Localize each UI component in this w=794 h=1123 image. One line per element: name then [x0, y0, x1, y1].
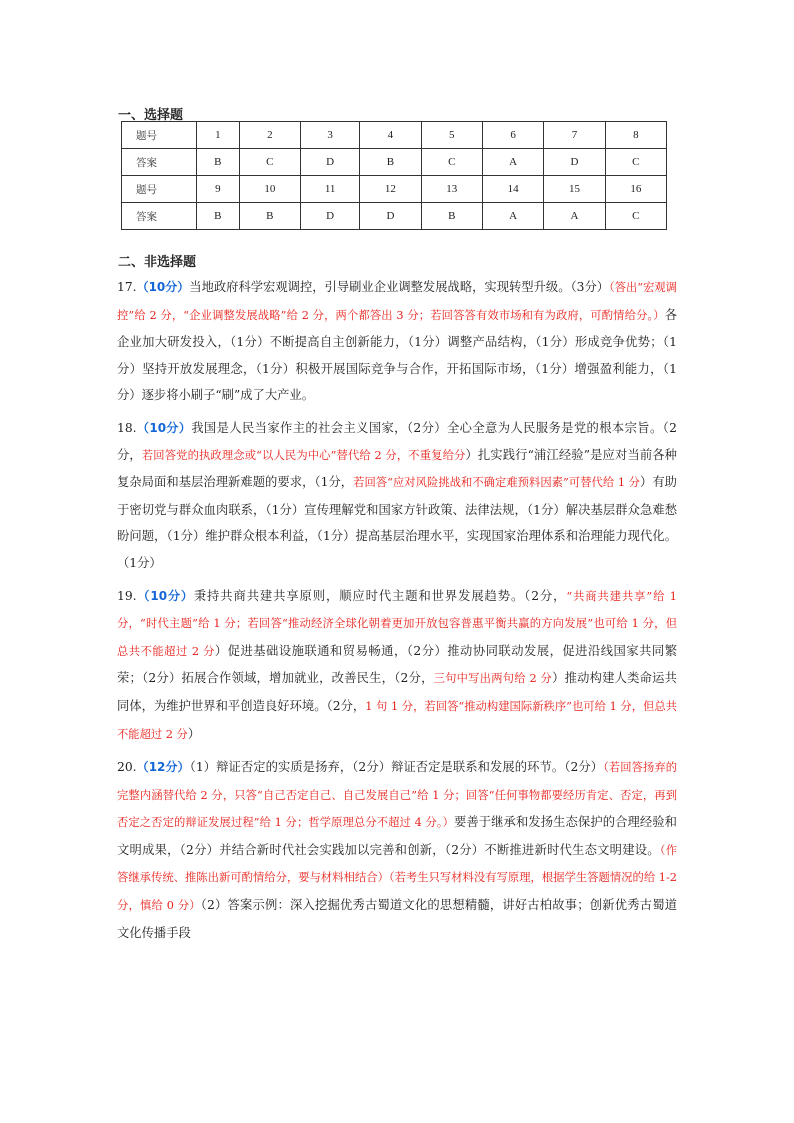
q17-text-1: 当地政府科学宏观调控，引导刷业企业调整发展战略，实现转型升级。（3分） — [189, 280, 610, 294]
q17-score: （10分） — [136, 280, 190, 294]
row-header: 答案 — [122, 203, 197, 230]
section-title-nonchoice: 二、非选择题 — [118, 255, 197, 270]
row-header: 题号 — [122, 176, 197, 203]
q20-number: 20. — [117, 760, 137, 775]
table-cell: 2 — [239, 122, 300, 149]
table-cell: C — [421, 149, 482, 176]
table-cell: 13 — [421, 176, 482, 203]
table-cell: 5 — [421, 122, 482, 149]
question-19 — [117, 583, 677, 749]
q18-scoring-note-2: 若回答“应对风险挑战和不确定难预料因素”可替代给 1 分 — [353, 476, 640, 490]
q20-text-1: （1）辩证否定的实质是扬弃，（2分）辩证否定是联系和发展的环节。（2分） — [189, 760, 604, 775]
q19-text-3: ）推动构建人类命运共同体，为维护世界和平创造良好环境。（2分， — [117, 671, 677, 713]
q18-scoring-note-1: 若回答党的执政理念或“以人民为中心”替代给 2 分，不重复给分 — [141, 448, 466, 462]
table-cell: A — [544, 203, 605, 230]
q18-text-2: ）扎实践行“浦江经验”是应对当前各种复杂局面和基层治理新难题的要求，（1分， — [117, 447, 677, 490]
q17-scoring-note: （答出“宏观调控”给 2 分，“企业调整发展战略”给 2 分，两个都答出 3 分；若回答答有效市场和有为政府，可酌情给分。） — [117, 281, 677, 322]
q19-text-4: ） — [187, 726, 201, 741]
question-18 — [117, 415, 677, 577]
q19-scoring-note-3: 1 句 1 分，若回答“推动构建国际新秩序”也可给 1 分，但总共不能超过 2 分 — [117, 699, 677, 741]
table-cell: D — [300, 149, 359, 176]
table-cell: 7 — [544, 122, 605, 149]
q17-text-2: 各企业加大研发投入，（1分）不断提高自主创新能力，（1分）调整产品结构，（1分）形成竞争优势；（1分）坚持开放发展理念，（1分）积极开展国际竞争与合作，开拓国际市场，（1分）增强盈利能力，（1分）逐步将小刷子“刷”成了大产业。 — [117, 307, 677, 403]
q20-text-3: （2）答案示例：深入挖掘优秀古蜀道文化的思想精髓，讲好古柏故事；创新优秀古蜀道文化传播手段 — [117, 898, 677, 940]
q20-scoring-note-1: （若回答扬弃的完整内涵替代给 2 分，只答“自己否定自己、自己发展自己”给 1 分；回答“任何事物都要经历肯定、否定，再到否定之否定的辩证发展过程”给 1 分；哲学原理总分不超过 4 分。） — [117, 761, 677, 830]
table-cell: 11 — [300, 176, 359, 203]
answers-body — [117, 274, 677, 952]
table-cell: 8 — [605, 122, 666, 149]
table-cell: D — [544, 149, 605, 176]
row-header: 题号 — [122, 122, 197, 149]
table-cell: 4 — [360, 122, 421, 149]
q18-score: （10分） — [136, 420, 192, 435]
table-cell: 10 — [239, 176, 300, 203]
q19-score: （10分） — [136, 588, 194, 603]
table-cell: 1 — [197, 122, 240, 149]
table-row — [122, 122, 667, 149]
table-cell: 15 — [544, 176, 605, 203]
table-cell: B — [239, 203, 300, 230]
table-cell: 3 — [300, 122, 359, 149]
q20-score: （12分） — [136, 760, 190, 775]
table-cell: C — [605, 203, 666, 230]
section-title-choice: 一、选择题 — [118, 108, 184, 123]
q20-scoring-note-2: （作答继承传统、推陈出新可酌情给分，要与材料相结合）（若考生只写材料没有写原理，根据学生答题情况的给 1-2 分，慎给 0 分） — [117, 843, 677, 913]
table-cell: D — [360, 203, 421, 230]
table-cell: C — [605, 149, 666, 176]
q19-text-1: 秉持共商共建共享原则，顺应时代主题和世界发展趋势。（2分， — [193, 588, 567, 603]
choice-answer-table — [121, 121, 667, 230]
q18-text-3: ）有助于密切党与群众血肉联系，（1分）宣传理解党和国家方针政策、法律法规，（1分）解决基层群众急难愁盼问题，（1分）维护群众根本利益，（1分）提高基层治理水平，实现国家治理体系和治理能力现代化。（1分） — [117, 475, 677, 570]
q19-scoring-note-1: “共商共建共享”给 1 分，“时代主题”给 1 分；若回答“推动经济全球化朝着更加开放包容普惠平衡共赢的方向发展”也可给 1 分，但总共不能超过 2 分 — [117, 589, 677, 658]
table-cell: 14 — [482, 176, 543, 203]
q18-number: 18. — [117, 420, 137, 435]
table-cell: B — [197, 149, 240, 176]
table-cell: 16 — [605, 176, 666, 203]
table-cell: 9 — [197, 176, 240, 203]
question-20 — [117, 754, 677, 946]
table-cell: A — [482, 149, 543, 176]
table-cell: B — [197, 203, 240, 230]
table-cell: 6 — [482, 122, 543, 149]
q19-text-2: ）促进基础设施联通和贸易畅通，（2分）推动协同联动发展，促进沿线国家共同繁荣；（2分）拓展合作领域，增加就业，改善民生，（2分， — [117, 643, 677, 686]
table-cell: A — [482, 203, 543, 230]
table-row — [122, 149, 667, 176]
q18-text-1: 我国是人民当家作主的社会主义国家，（2分）全心全意为人民服务是党的根本宗旨。（2分， — [117, 420, 678, 462]
q19-number: 19. — [117, 588, 137, 603]
table-cell: B — [360, 149, 421, 176]
table-cell: D — [300, 203, 359, 230]
table-cell: 12 — [360, 176, 421, 203]
table-row — [122, 176, 667, 203]
table-cell: B — [421, 203, 482, 230]
q20-text-2: 要善于继承和发扬生态保护的合理经验和文明成果，（2分）并结合新时代社会实践加以完善和创新，（2分）不断推进新时代生态文明建设。 — [117, 815, 677, 857]
q17-number: 17. — [117, 280, 137, 294]
row-header: 答案 — [122, 149, 197, 176]
q19-scoring-note-2: 三句中写出两句给 2 分 — [433, 672, 553, 686]
question-17 — [117, 274, 677, 409]
table-cell: C — [239, 149, 300, 176]
table-row — [122, 203, 667, 230]
